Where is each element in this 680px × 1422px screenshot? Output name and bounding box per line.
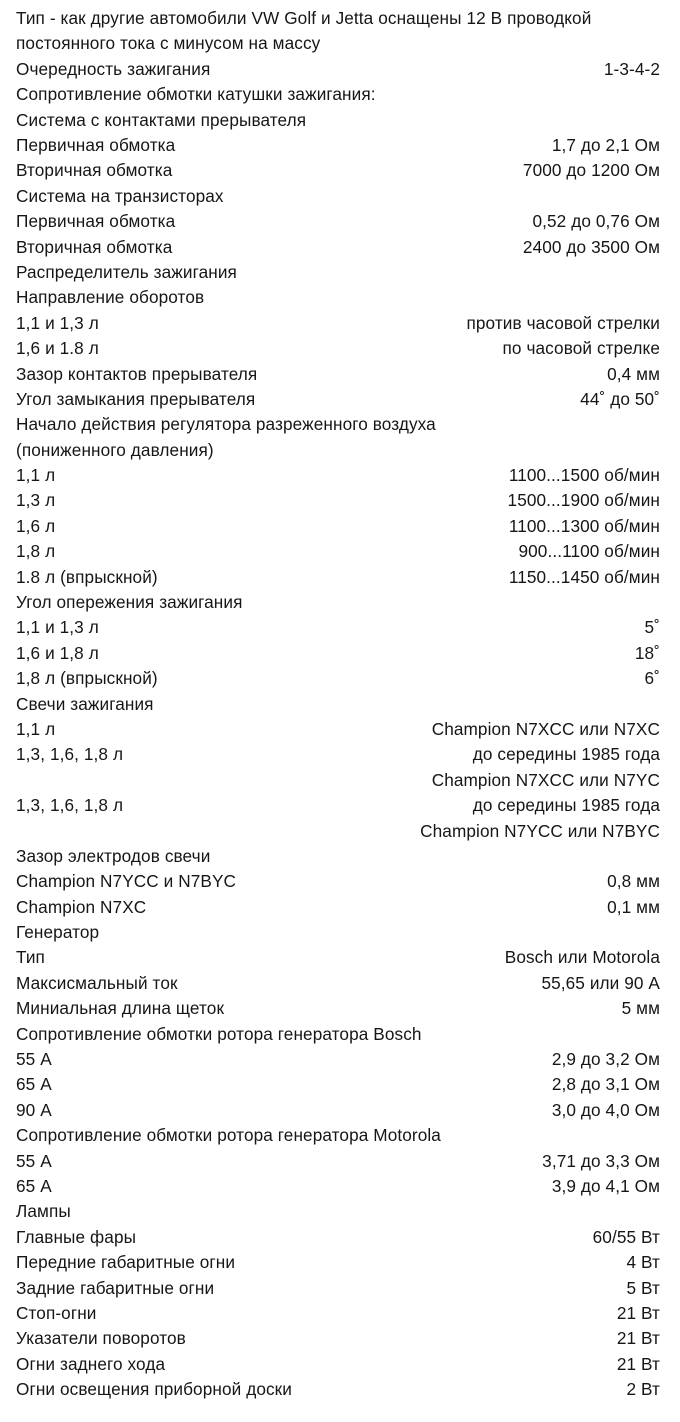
- spec-row: [16, 945, 660, 970]
- spec-row: [16, 666, 660, 691]
- spec-value: 1100...1300 об/мин: [508, 515, 660, 536]
- spec-row: [16, 641, 660, 666]
- spec-value: 2 Вт: [626, 1379, 660, 1400]
- spec-label: Лампы: [16, 1201, 71, 1222]
- spec-label: Огни заднего хода: [16, 1353, 166, 1374]
- spec-label: Вторичная обмотка: [16, 160, 173, 181]
- spec-value: 21 Вт: [616, 1353, 660, 1374]
- spec-row: [16, 717, 660, 742]
- spec-value: по часовой стрелке: [502, 338, 660, 359]
- spec-row: [16, 819, 660, 844]
- spec-label: 1,1 и 1,3 л: [16, 617, 99, 638]
- spec-value: 1100...1500 об/мин: [508, 465, 660, 486]
- spec-label: 1.8 л (впрыскной): [16, 566, 158, 587]
- spec-label: 1,1 л: [16, 465, 56, 486]
- spec-label: 55 А: [16, 1049, 52, 1070]
- spec-value: 2,8 до 3,1 Ом: [551, 1074, 660, 1095]
- spec-label: 1,6 л: [16, 515, 56, 536]
- spec-value: 5 Вт: [626, 1277, 660, 1298]
- spec-label: Угол опережения зажигания: [16, 592, 243, 613]
- spec-row: [16, 1047, 660, 1072]
- spec-sheet: [16, 6, 660, 1403]
- spec-label: Тип - как другие автомобили VW Golf и Jetta оснащены 12 В проводкой постоянного тока с минусом на массу: [16, 8, 592, 54]
- spec-label: 1,8 л (впрыскной): [16, 668, 158, 689]
- spec-label: Главные фары: [16, 1226, 137, 1247]
- spec-label: (пониженного давления): [16, 439, 214, 460]
- spec-heading: [16, 285, 660, 310]
- spec-label: Зазор контактов прерывателя: [16, 363, 258, 384]
- spec-label: Миниальная длина щеток: [16, 998, 225, 1019]
- spec-row: [16, 768, 660, 793]
- spec-value: 3,9 до 4,1 Ом: [551, 1176, 660, 1196]
- spec-value: 3,0 до 4,0 Ом: [551, 1099, 660, 1120]
- spec-row: [16, 895, 660, 920]
- spec-row: [16, 742, 660, 767]
- spec-label: 1,1 л: [16, 718, 56, 739]
- spec-row: [16, 1377, 660, 1402]
- spec-value: против часовой стрелки: [466, 312, 660, 333]
- spec-label: Свечи зажигания: [16, 693, 154, 714]
- spec-row: [16, 1352, 660, 1377]
- spec-row: [16, 793, 660, 818]
- spec-label: 55 А: [16, 1150, 52, 1171]
- spec-row: [16, 488, 660, 513]
- spec-label: 65 А: [16, 1176, 52, 1196]
- spec-row: [16, 133, 660, 158]
- spec-label: Champion N7YCC и N7BYC: [16, 871, 237, 892]
- spec-label: Первичная обмотка: [16, 211, 176, 232]
- spec-label: 1,6 и 1,8 л: [16, 642, 99, 663]
- spec-label: Вторичная обмотка: [16, 236, 173, 257]
- spec-row: [16, 1250, 660, 1275]
- spec-value: Champion N7XCC или N7XC: [431, 718, 660, 739]
- spec-label: Начало действия регулятора разреженного воздуха: [16, 414, 436, 435]
- spec-row: [16, 463, 660, 488]
- spec-value: 55,65 или 90 А: [541, 972, 660, 993]
- spec-value: 900...1100 об/мин: [518, 541, 660, 562]
- spec-label: Зазор электродов свечи: [16, 845, 211, 866]
- spec-value: 60/55 Вт: [592, 1226, 660, 1247]
- spec-heading: [16, 692, 660, 717]
- spec-value: 2,9 до 3,2 Ом: [551, 1049, 660, 1070]
- spec-label: Максисмальный ток: [16, 972, 178, 993]
- spec-label: 1,6 и 1.8 л: [16, 338, 99, 359]
- spec-row: [16, 362, 660, 387]
- spec-row: [16, 235, 660, 260]
- spec-row: [16, 57, 660, 82]
- spec-heading: [16, 1022, 660, 1047]
- spec-value: 1,7 до 2,1 Ом: [551, 134, 660, 155]
- spec-label: 1,8 л: [16, 541, 56, 562]
- spec-label: Сопротивление обмотки катушки зажигания:: [16, 84, 376, 105]
- spec-heading: [16, 108, 660, 133]
- spec-row: [16, 1098, 660, 1123]
- spec-value: 5˚: [644, 617, 660, 638]
- spec-label: Тип: [16, 947, 45, 968]
- spec-label: 1,3, 1,6, 1,8 л: [16, 744, 124, 765]
- spec-value: 0,52 до 0,76 Ом: [532, 211, 660, 232]
- spec-label: 90 А: [16, 1099, 52, 1120]
- spec-value: 7000 до 1200 Ом: [522, 160, 660, 181]
- spec-row: [16, 996, 660, 1021]
- spec-label: Генератор: [16, 922, 100, 943]
- spec-value: 0,4 мм: [607, 363, 660, 384]
- spec-heading: [16, 6, 660, 57]
- spec-heading: [16, 438, 660, 463]
- spec-row: [16, 971, 660, 996]
- spec-row: [16, 1301, 660, 1326]
- spec-row: [16, 209, 660, 234]
- spec-row: [16, 1225, 660, 1250]
- spec-label: Передние габаритные огни: [16, 1252, 236, 1273]
- spec-value: 5 мм: [621, 998, 660, 1019]
- spec-label: Задние габаритные огни: [16, 1277, 215, 1298]
- spec-value: 2400 до 3500 Ом: [522, 236, 660, 257]
- spec-row: [16, 539, 660, 564]
- spec-value: 44˚ до 50˚: [580, 388, 660, 409]
- spec-row: [16, 387, 660, 412]
- spec-value: 6˚: [644, 668, 660, 689]
- spec-heading: [16, 412, 660, 437]
- spec-label: Угол замыкания прерывателя: [16, 388, 256, 409]
- spec-heading: [16, 844, 660, 869]
- spec-heading: [16, 590, 660, 615]
- spec-value: 21 Вт: [616, 1328, 660, 1349]
- spec-label: Система на транзисторах: [16, 185, 224, 206]
- spec-label: Распределитель зажигания: [16, 261, 237, 282]
- spec-value: 18˚: [634, 642, 660, 663]
- spec-label: 65 А: [16, 1074, 52, 1095]
- spec-value: 1-3-4-2: [603, 58, 660, 79]
- spec-label: Направление оборотов: [16, 287, 205, 308]
- spec-row: [16, 514, 660, 539]
- spec-value: до середины 1985 года: [472, 795, 660, 816]
- spec-row: [16, 869, 660, 894]
- spec-heading: [16, 184, 660, 209]
- spec-value: 1150...1450 об/мин: [508, 566, 660, 587]
- spec-label: Первичная обмотка: [16, 134, 176, 155]
- spec-row: [16, 1326, 660, 1351]
- spec-row: [16, 1276, 660, 1301]
- spec-row: [16, 336, 660, 361]
- spec-row: [16, 565, 660, 590]
- spec-label: Огни освещения приборной доски: [16, 1379, 292, 1400]
- spec-heading: [16, 82, 660, 107]
- spec-value: Bosch или Motorola: [504, 947, 660, 968]
- spec-row: [16, 1072, 660, 1097]
- spec-heading: [16, 260, 660, 285]
- spec-label: Система с контактами прерывателя: [16, 109, 307, 130]
- spec-rows: [16, 6, 660, 1403]
- spec-label: Champion N7XC: [16, 896, 147, 917]
- spec-row: [16, 1149, 660, 1174]
- spec-heading: [16, 1123, 660, 1148]
- spec-value: до середины 1985 года: [472, 744, 660, 765]
- spec-value: Champion N7XCC или N7YC: [431, 769, 660, 790]
- spec-row: [16, 158, 660, 183]
- spec-label: Стоп-огни: [16, 1302, 97, 1323]
- spec-value: 0,1 мм: [607, 896, 660, 917]
- spec-value: 4 Вт: [626, 1252, 660, 1273]
- spec-label: Очередность зажигания: [16, 58, 211, 79]
- spec-label: 1,3 л: [16, 490, 56, 511]
- spec-label: 1,3, 1,6, 1,8 л: [16, 795, 124, 816]
- spec-value: Champion N7YCC или N7BYC: [420, 820, 660, 841]
- spec-row: [16, 615, 660, 640]
- spec-row: [16, 311, 660, 336]
- spec-label: 1,1 и 1,3 л: [16, 312, 99, 333]
- spec-label: Сопротивление обмотки ротора генератора Motorola: [16, 1125, 441, 1146]
- spec-label: Сопротивление обмотки ротора генератора Bosch: [16, 1023, 422, 1044]
- spec-label: Указатели поворотов: [16, 1328, 186, 1349]
- spec-value: 21 Вт: [616, 1302, 660, 1323]
- spec-row: [16, 1174, 660, 1199]
- spec-value: 0,8 мм: [607, 871, 660, 892]
- spec-value: 3,71 до 3,3 Ом: [542, 1150, 660, 1171]
- spec-value: 1500...1900 об/мин: [507, 490, 660, 511]
- spec-heading: [16, 920, 660, 945]
- spec-heading: [16, 1199, 660, 1224]
